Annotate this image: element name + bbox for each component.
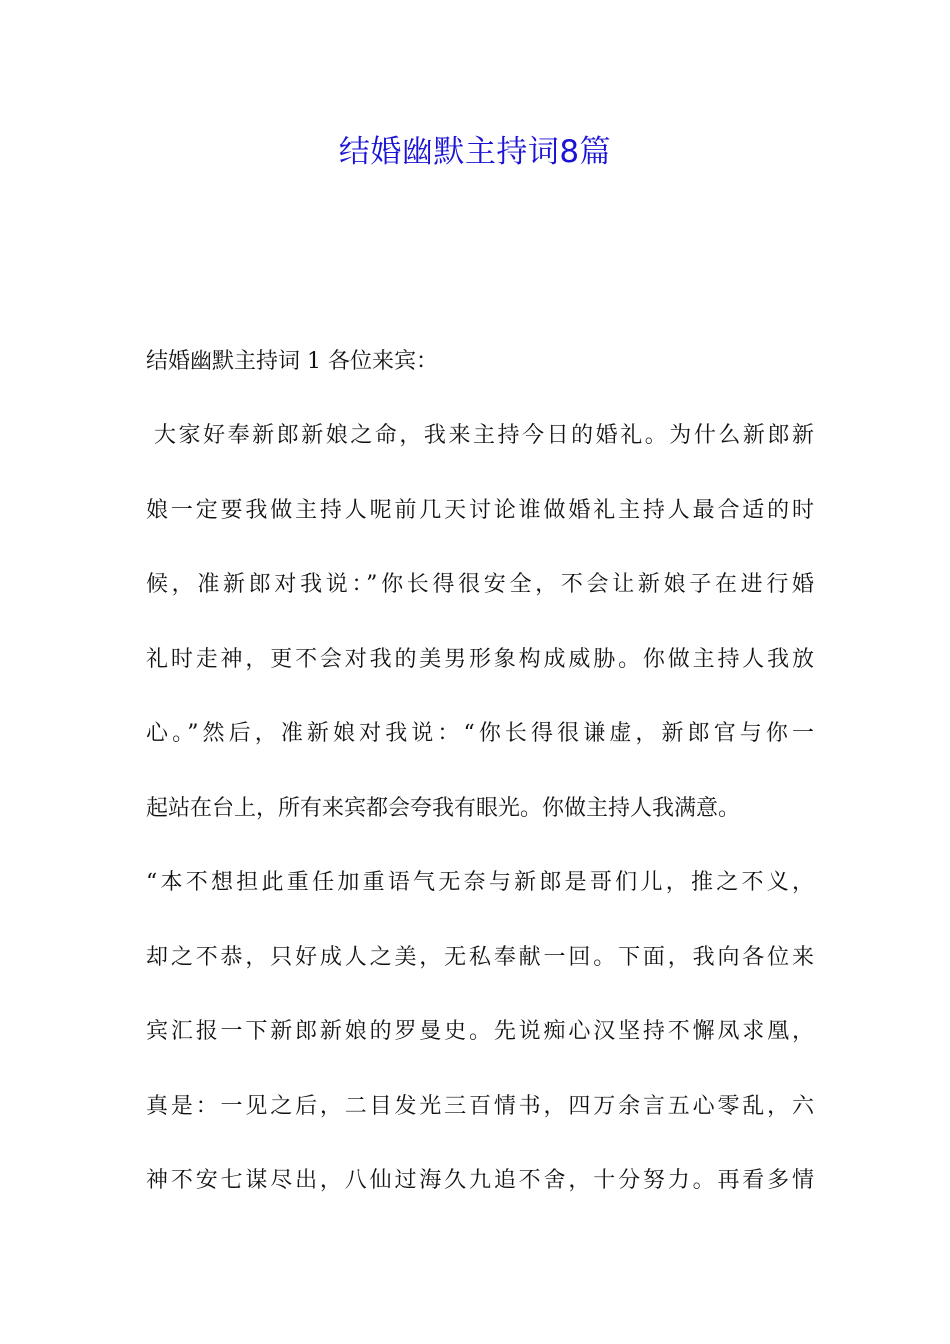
paragraph-line-3: 候，准新郎对我说：”你长得很安全，不会让新娘子在进行婚: [146, 572, 814, 597]
paragraph-line-5: 心。”然后，准新娘对我说：“你长得很谦虚，新郎官与你一: [146, 721, 814, 746]
paragraph-line-11: 神不安七谋尽出，八仙过海久九追不舍，十分努力。再看多情: [146, 1168, 814, 1193]
paragraph-line-7: “本不想担此重任加重语气无奈与新郎是哥们儿，推之不义，: [146, 870, 814, 895]
paragraph-line-9: 宾汇报一下新郎新娘的罗曼史。先说痴心汉坚持不懈凤求凰，: [146, 1019, 814, 1044]
paragraph-line-10: 真是：一见之后，二目发光三百情书，四万余言五心零乱，六: [146, 1093, 814, 1119]
body-paragraph: [146, 416, 814, 1236]
paragraph-line-2: 娘一定要我做主持人呢前几天讨论谁做婚礼主持人最合适的时: [146, 497, 814, 523]
intro-line: 结婚幽默主持词 1 各位来宾：: [146, 349, 438, 374]
paragraph-line-1: 大家好奉新郎新娘之命，我来主持今日的婚礼。为什么新郎新: [154, 423, 814, 448]
paragraph-line-6: 起站在台上，所有来宾都会夸我有眼光。你做主持人我满意。: [146, 795, 741, 821]
document-title: 结婚幽默主持词8篇: [338, 134, 612, 170]
paragraph-line-8: 却之不恭，只好成人之美，无私奉献一回。下面，我向各位来: [146, 944, 814, 970]
paragraph-line-4: 礼时走神，更不会对我的美男形象构成威胁。你做主持人我放: [146, 646, 814, 672]
